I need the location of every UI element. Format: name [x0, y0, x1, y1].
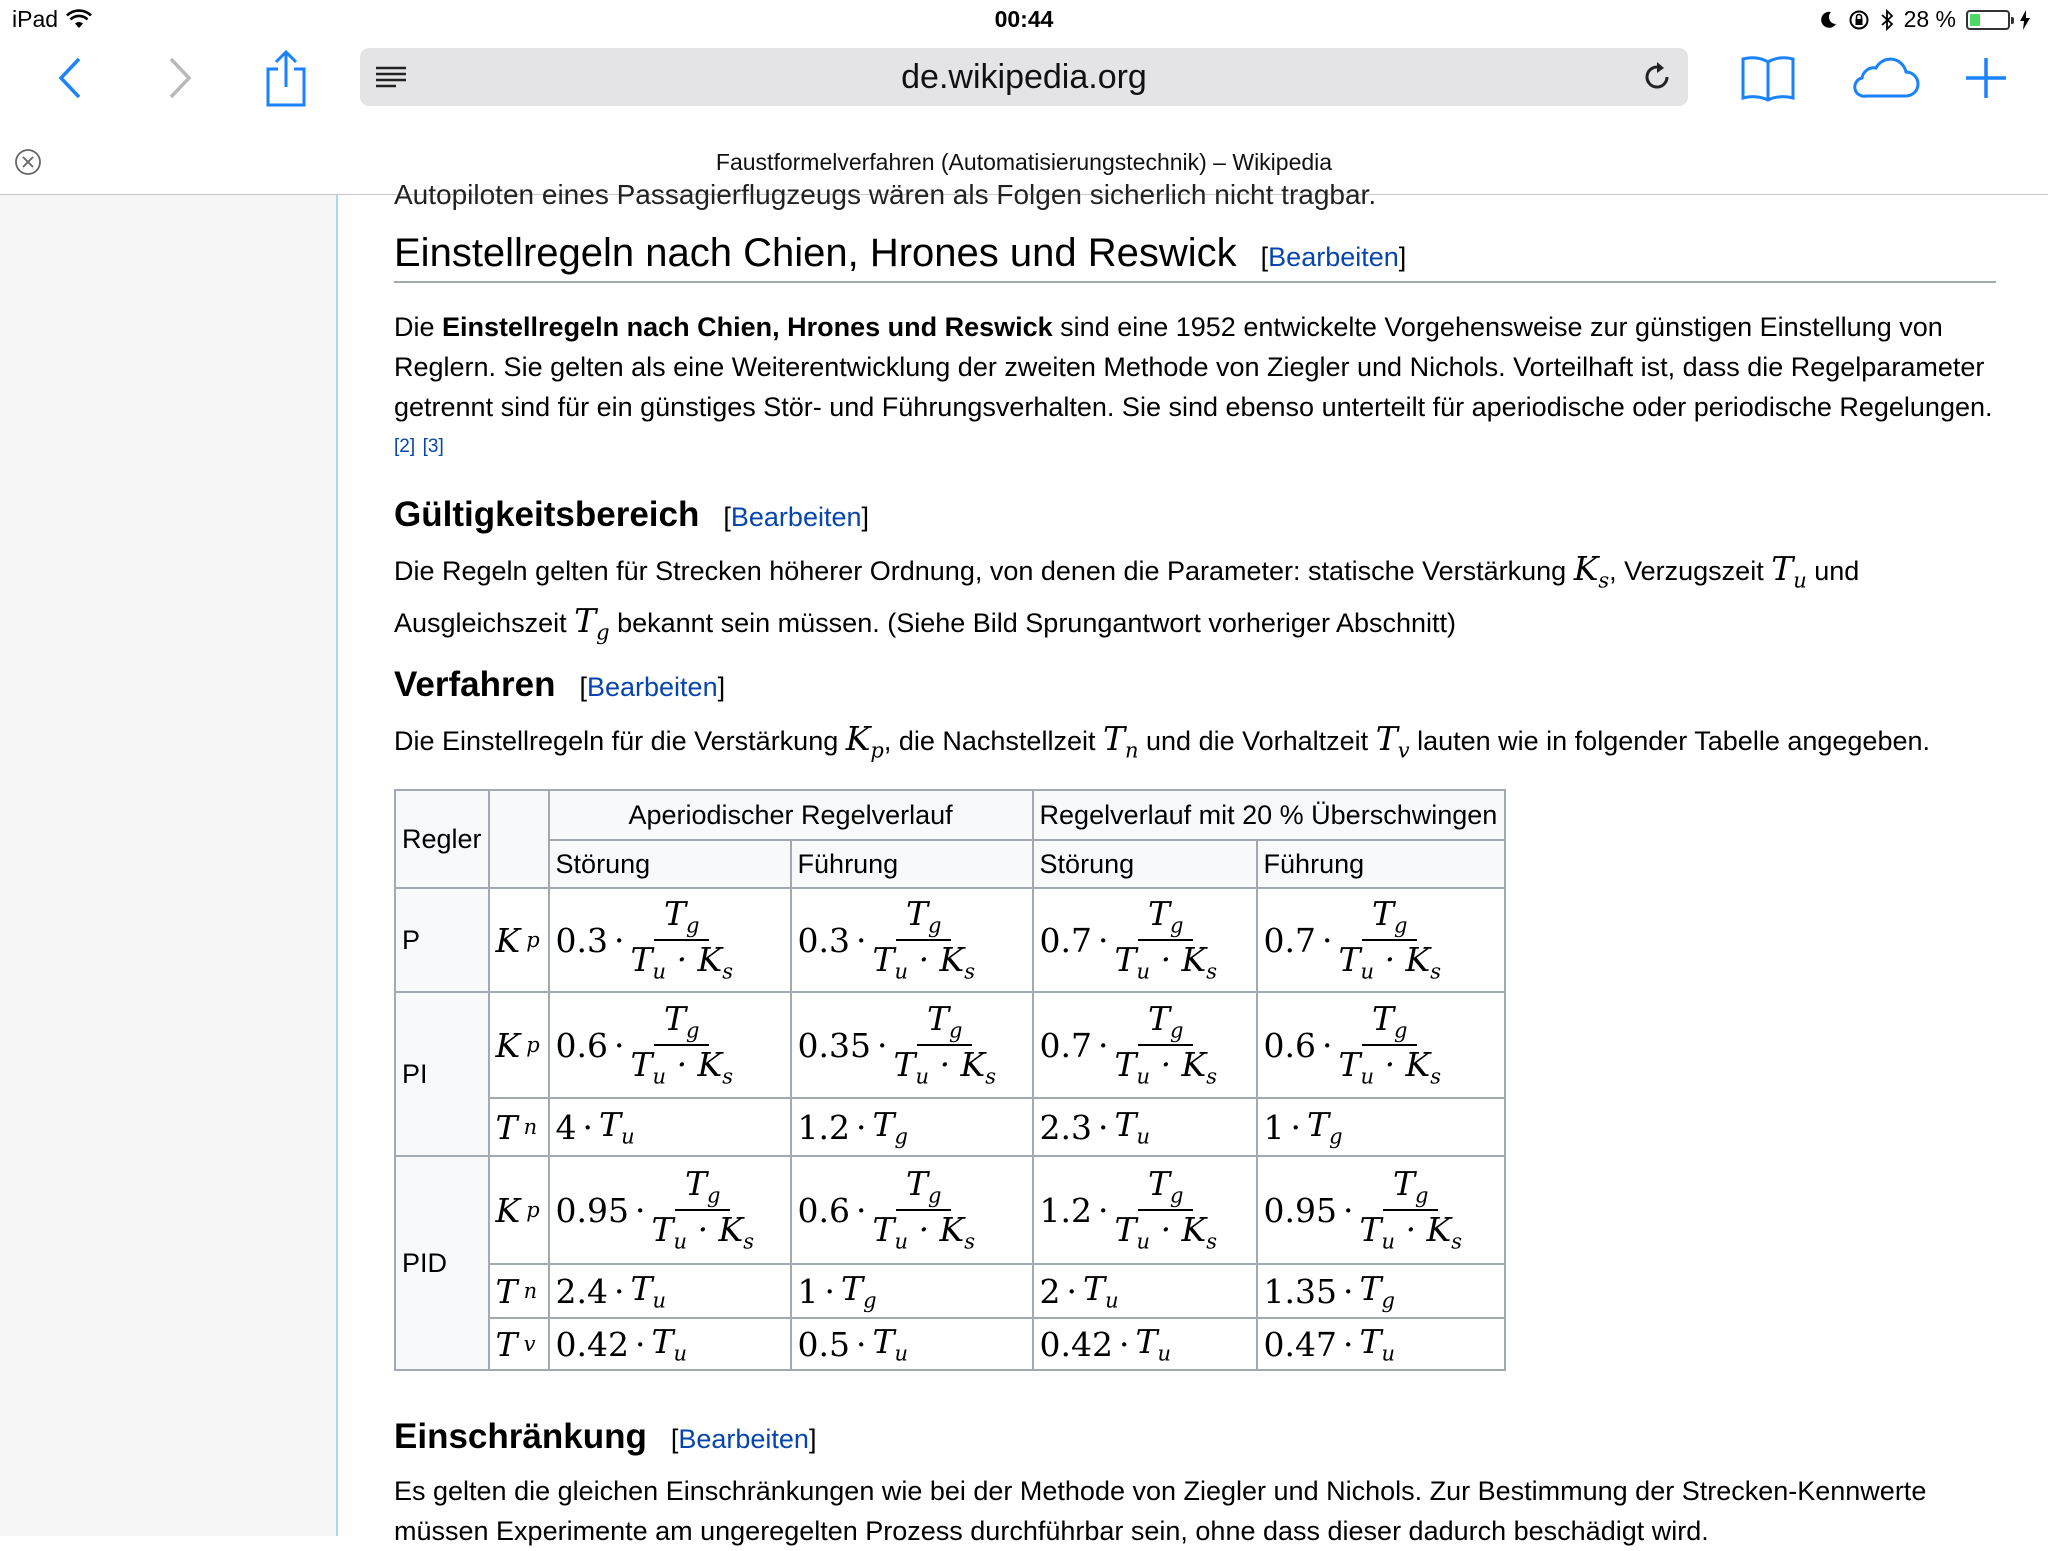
intro-bold-term: Einstellregeln nach Chien, Hrones und Reswick: [442, 312, 1053, 342]
cell-formula: 1.2 · $\frac{T_g}{T_u \cdot K_s}$: [1033, 1156, 1257, 1264]
cell-formula: 2 · $T_u$: [1033, 1264, 1257, 1318]
math-tg: $T_g$: [574, 600, 610, 645]
paragraph-text: , Verzugszeit: [1609, 556, 1772, 586]
cell-formula: 1.35 · $T_g$: [1257, 1264, 1505, 1318]
coefficient: 0.3: [555, 920, 609, 960]
cut-off-text: Autopiloten eines Passagierflugzeugs wären als Folgen sicherlich nicht tragbar.: [394, 179, 1377, 210]
share-icon: [264, 49, 308, 107]
coefficient: 2.4: [555, 1271, 609, 1311]
coefficient: 1.35: [1263, 1271, 1338, 1311]
coefficient: 0.7: [1039, 1025, 1093, 1065]
coefficient: 0.7: [1039, 920, 1093, 960]
url-host: de.wikipedia.org: [901, 58, 1147, 96]
math-tv: $T_v$: [1375, 719, 1410, 763]
plus-icon: [1963, 55, 2009, 101]
table-row: [395, 1264, 1505, 1318]
subheader-stoerung: Störung: [549, 840, 791, 888]
table-row: [395, 1156, 1505, 1264]
section-heading-einschraenkung: [394, 1417, 816, 1457]
subheader-fuehrung: Führung: [791, 840, 1033, 888]
coefficient: 0.5: [797, 1324, 851, 1364]
back-button[interactable]: [38, 46, 102, 110]
coefficient: 1: [797, 1271, 819, 1311]
subheader-stoerung: Störung: [1033, 840, 1257, 888]
bluetooth-icon: [1880, 9, 1894, 31]
cloud-tabs-button[interactable]: [1846, 46, 1922, 110]
coefficient: 0.95: [555, 1190, 630, 1230]
subheader-fuehrung: Führung: [1257, 840, 1505, 888]
coefficient: 1: [1263, 1107, 1285, 1147]
table-row: [395, 1318, 1505, 1370]
paragraph-text: lauten wie in folgender Tabelle angegeben.: [1409, 726, 1930, 756]
validity-paragraph: [394, 549, 1996, 652]
edit-link-wrap: [Bearbeiten]: [1260, 242, 1407, 272]
paragraph-text: und Ausgleichszeit: [394, 556, 1860, 638]
row-label-p: P: [395, 888, 489, 992]
cell-formula: 0.3 · $\frac{T_g}{T_u \cdot K_s}$: [549, 888, 791, 992]
intro-paragraph: [394, 307, 1996, 473]
coefficient: 4: [555, 1107, 577, 1147]
math-tn: $T_n$: [1102, 719, 1139, 763]
row-label-pi: PI: [395, 992, 489, 1156]
method-paragraph: [394, 719, 1996, 771]
battery-icon: [1966, 10, 2010, 30]
intro-text: Die: [394, 312, 443, 342]
cell-formula: 0.6 · $\frac{T_g}{T_u \cdot K_s}$: [549, 992, 791, 1098]
row-label-pid: PID: [395, 1156, 489, 1370]
cell-formula: 2.3 · $T_u$: [1033, 1098, 1257, 1156]
coefficient: 0.7: [1263, 920, 1317, 960]
cell-formula: 1.2 · $T_g$: [791, 1098, 1033, 1156]
cell-formula: 4 · $T_u$: [549, 1098, 791, 1156]
table-row: [395, 1098, 1505, 1156]
param-tn: T n: [489, 1098, 549, 1156]
forward-button[interactable]: [148, 46, 212, 110]
coefficient: 0.6: [1263, 1025, 1317, 1065]
limitation-paragraph: Es gelten die gleichen Einschränkungen wie bei der Methode von Ziegler und Nichols. Zur Bestimmung der Strecken-Kennwerte müssen Experimente am ungeregelten Prozess durchführbar sein, ohne dass dieser dadurch beschädigt wird.: [394, 1476, 1927, 1546]
cell-formula: 0.6 · $\frac{T_g}{T_u \cdot K_s}$: [1257, 992, 1505, 1098]
chevron-left-icon: [55, 56, 85, 100]
cell-formula: 0.35 · $\frac{T_g}{T_u \cdot K_s}$: [791, 992, 1033, 1098]
battery-percent: 28 %: [1903, 6, 1956, 32]
cell-formula: 0.6 · $\frac{T_g}{T_u \cdot K_s}$: [791, 1156, 1033, 1264]
cloud-icon: [1848, 56, 1920, 100]
header-overshoot: Regelverlauf mit 20 % Überschwingen: [1033, 790, 1505, 840]
cell-formula: 0.3 · $\frac{T_g}{T_u \cdot K_s}$: [791, 888, 1033, 992]
coefficient: 1.2: [797, 1107, 851, 1147]
heading-text: Einstellregeln nach Chien, Hrones und Reswick: [394, 231, 1237, 275]
table-row: [395, 888, 1505, 992]
coefficient: 0.6: [797, 1190, 851, 1230]
coefficient: 0.95: [1263, 1190, 1338, 1230]
moon-icon: [1818, 10, 1838, 30]
ref-2[interactable]: [2]: [394, 436, 416, 457]
edit-link[interactable]: Bearbeiten: [1268, 242, 1399, 272]
new-tab-button[interactable]: [1954, 46, 2018, 110]
coefficient: 1.2: [1039, 1190, 1093, 1230]
intro-text-rest: sind eine 1952 entwickelte Vorgehensweise zur günstigen Einstellung von Reglern. Sie gelten als eine Weiterentwicklung der zweiten Methode von Ziegler und Nichols. Vorteilhaft ist, dass die Regelparameter getrennt sind für ein günstiges Stör- und Führungsverhalten. Sie sind ebenso unterteilt für aperiodische oder periodische Regelungen.: [394, 312, 1993, 422]
cell-formula: 0.47 · $T_u$: [1257, 1318, 1505, 1370]
edit-link[interactable]: Bearbeiten: [586, 672, 718, 702]
cell-formula: 0.95 · $\frac{T_g}{T_u \cdot K_s}$: [549, 1156, 791, 1264]
param-kp: K p: [489, 1156, 549, 1264]
rotation-lock-icon: [1848, 9, 1870, 31]
cell-formula: 2.4 · $T_u$: [549, 1264, 791, 1318]
coefficient: 0.42: [1039, 1324, 1114, 1364]
tab-title[interactable]: Faustformelverfahren (Automatisierungstechnik) – Wikipedia: [715, 149, 1333, 175]
coefficient: 0.6: [555, 1025, 609, 1065]
section-heading-verfahren: [394, 665, 725, 705]
wiki-sidebar: [0, 195, 338, 1536]
math-kp: $K_p$: [845, 719, 884, 763]
heading-text: Verfahren: [394, 665, 556, 704]
coefficient: 2.3: [1039, 1107, 1093, 1147]
browser-toolbar: [0, 40, 2048, 118]
status-bar: [0, 0, 2048, 40]
heading-text: Einschränkung: [394, 1417, 647, 1456]
ref-3[interactable]: [3]: [422, 436, 444, 457]
heading-text: Gültigkeitsbereich: [394, 495, 700, 534]
section-heading-chien: [394, 231, 1406, 276]
paragraph-text: und die Vorhaltzeit: [1138, 726, 1376, 756]
charging-icon: [2020, 10, 2030, 30]
heading-divider: [394, 281, 1996, 283]
cell-formula: 0.95 · $\frac{T_g}{T_u \cdot K_s}$: [1257, 1156, 1505, 1264]
bookmarks-button[interactable]: [1736, 46, 1800, 110]
section-heading-gueltigkeit: [394, 495, 869, 535]
coefficient: 0.47: [1263, 1324, 1338, 1364]
header-param: [489, 790, 549, 888]
edit-link[interactable]: Bearbeiten: [730, 502, 862, 532]
cell-formula: 0.5 · $T_u$: [791, 1318, 1033, 1370]
cell-formula: 0.42 · $T_u$: [549, 1318, 791, 1370]
tuning-rules-table: [394, 789, 1506, 1371]
coefficient: 0.35: [797, 1025, 872, 1065]
share-button[interactable]: [254, 46, 318, 110]
article-content: [394, 179, 1996, 1546]
coefficient: 0.42: [555, 1324, 630, 1364]
clock: 00:44: [994, 6, 1054, 32]
cell-formula: 0.7 · $\frac{T_g}{T_u \cdot K_s}$: [1257, 888, 1505, 992]
edit-link-wrap: [Bearbeiten]: [579, 672, 726, 702]
edit-link[interactable]: Bearbeiten: [678, 1424, 809, 1454]
table-row: [395, 992, 1505, 1098]
param-tn: T n: [489, 1264, 549, 1318]
header-aperiodic: Aperiodischer Regelverlauf: [549, 790, 1033, 840]
paragraph-text: Die Regeln gelten für Strecken höherer Ordnung, von denen die Parameter: statische Verstärkung: [394, 556, 1574, 586]
cell-formula: 1 · $T_g$: [791, 1264, 1033, 1318]
edit-link-wrap: [Bearbeiten]: [670, 1424, 817, 1454]
address-bar[interactable]: [360, 48, 1688, 106]
header-regler: Regler: [395, 790, 489, 888]
cell-formula: 1 · $T_g$: [1257, 1098, 1505, 1156]
math-ks: $K_s$: [1573, 549, 1610, 593]
coefficient: 2: [1039, 1271, 1061, 1311]
cell-formula: 0.7 · $\frac{T_g}{T_u \cdot K_s}$: [1033, 992, 1257, 1098]
paragraph-text: Die Einstellregeln für die Verstärkung: [394, 726, 846, 756]
param-tv: T v: [489, 1318, 549, 1370]
chevron-right-icon: [165, 56, 195, 100]
paragraph-text: , die Nachstellzeit: [883, 726, 1103, 756]
cell-formula: 0.42 · $T_u$: [1033, 1318, 1257, 1370]
book-icon: [1740, 54, 1796, 102]
math-tu: $T_u$: [1771, 549, 1807, 593]
device-name: iPad: [12, 6, 59, 32]
reload-icon[interactable]: [1640, 60, 1674, 94]
coefficient: 0.3: [797, 920, 851, 960]
param-kp: K p: [489, 888, 549, 992]
edit-link-wrap: [Bearbeiten]: [723, 502, 870, 532]
cell-formula: 0.7 · $\frac{T_g}{T_u \cdot K_s}$: [1033, 888, 1257, 992]
param-kp: K p: [489, 992, 549, 1098]
paragraph-text: bekannt sein müssen. (Siehe Bild Sprungantwort vorheriger Abschnitt): [609, 607, 1457, 638]
